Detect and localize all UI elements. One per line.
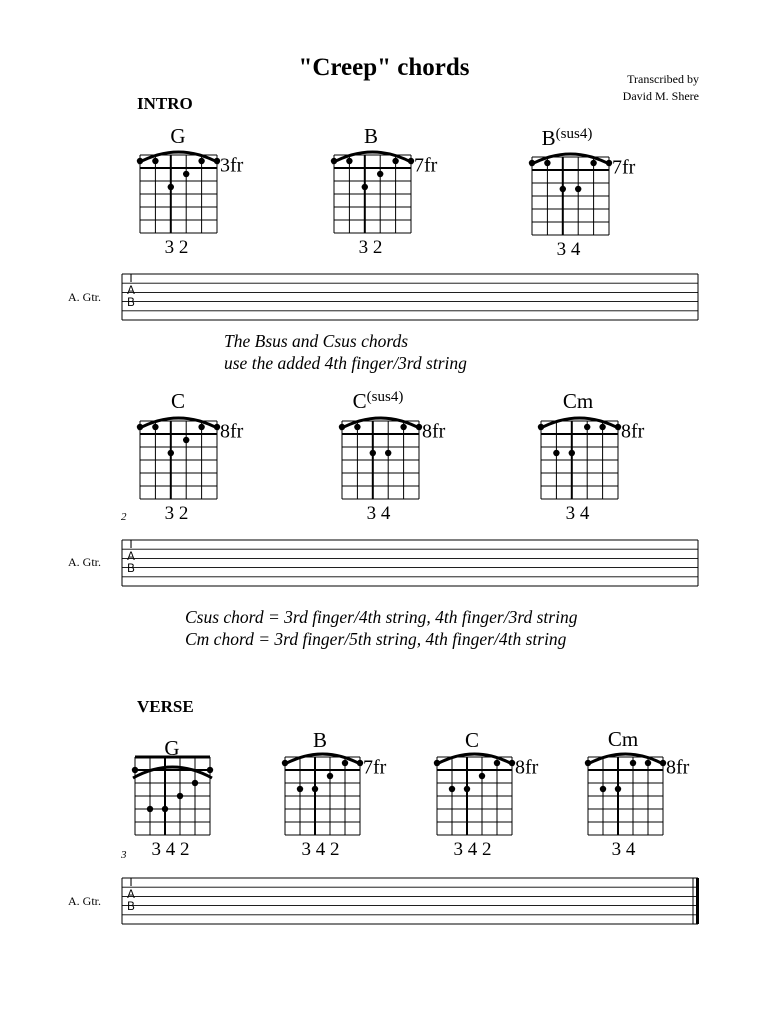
finger-dot [137, 158, 143, 164]
barre-arc [586, 754, 665, 765]
tab-staff [122, 539, 698, 586]
finger-dot [198, 424, 204, 430]
finger-dot [385, 450, 391, 456]
barre-arc [539, 418, 620, 429]
finger-dot [152, 424, 158, 430]
finger-dot [132, 767, 138, 773]
chord-diagram [538, 389, 645, 524]
finger-dot [553, 450, 559, 456]
finger-dot [147, 806, 153, 812]
tab-clef-letter: B [127, 901, 135, 913]
page-title: "Creep" chords [298, 54, 470, 81]
finger-dot [479, 773, 485, 779]
chord-name: $B^{(sus4)}$ [541, 125, 593, 150]
barre-arc [332, 152, 413, 163]
fret-label: 8fr [666, 756, 690, 779]
chord-name: Cm [562, 388, 594, 413]
barre-arc [340, 418, 421, 429]
finger-dot [645, 760, 651, 766]
finger-dot [529, 160, 535, 166]
finger-dot [494, 760, 500, 766]
finger-dot [400, 424, 406, 430]
note-line: Csus chord = 3rd finger/4th string, 4th finger/3rd string [185, 607, 578, 627]
fret-label: 7fr [414, 154, 438, 177]
finger-dot [538, 424, 544, 430]
finger-numbers: 3 4 [556, 239, 581, 260]
chord-diagram [137, 389, 244, 524]
finger-numbers: 3 4 [611, 839, 636, 860]
chord-name: B [363, 123, 379, 148]
finger-dot [168, 450, 174, 456]
finger-dot [346, 158, 352, 164]
fret-label: 8fr [515, 756, 539, 779]
fret-label: 8fr [621, 420, 645, 443]
finger-dot [575, 186, 581, 192]
finger-dot [297, 786, 303, 792]
finger-dot [544, 160, 550, 166]
chord-name: $C^{(sus4)}$ [352, 388, 404, 413]
finger-dot [615, 786, 621, 792]
chord-diagram [585, 727, 690, 860]
finger-numbers: 3 4 2 [151, 839, 190, 860]
barre-arc [138, 418, 219, 429]
chord-diagram [137, 124, 244, 258]
finger-dot [464, 786, 470, 792]
note-line: Cm chord = 3rd finger/5th string, 4th finger/4th string [185, 629, 567, 649]
finger-dot [392, 158, 398, 164]
fret-label: 3fr [220, 154, 244, 177]
fret-label: 8fr [422, 420, 446, 443]
fret-label: 7fr [612, 156, 636, 179]
finger-dot [198, 158, 204, 164]
tab-clef-letter: T [127, 877, 135, 889]
finger-numbers: 3 4 [366, 503, 391, 524]
finger-dot [152, 158, 158, 164]
finger-dot [377, 171, 383, 177]
tab-staff [122, 273, 698, 320]
finger-numbers: 3 4 [565, 503, 590, 524]
finger-dot [192, 780, 198, 786]
chord-suffix: (sus4) [366, 389, 404, 406]
chord-name: C [464, 727, 480, 752]
finger-dot [569, 450, 575, 456]
finger-dot [183, 437, 189, 443]
finger-dot [312, 786, 318, 792]
chord-suffix: (sus4) [555, 126, 593, 143]
finger-dot [560, 186, 566, 192]
finger-dot [599, 424, 605, 430]
barre-arc [133, 767, 212, 778]
finger-dot [449, 786, 455, 792]
tab-clef-letter: A [127, 285, 135, 297]
tab-clef-letter: T [127, 539, 135, 551]
fret-label: 8fr [220, 420, 244, 443]
measure-number: 3 [121, 849, 127, 861]
finger-dot [327, 773, 333, 779]
chord-name: B [312, 727, 328, 752]
barre-arc [283, 754, 362, 765]
finger-dot [370, 450, 376, 456]
finger-dot [137, 424, 143, 430]
measure-number: 2 [121, 511, 127, 523]
finger-dot [207, 767, 213, 773]
tab-staff [122, 877, 699, 924]
finger-dot [585, 760, 591, 766]
barre-arc [138, 152, 219, 163]
chord-diagram [434, 728, 539, 860]
section-intro: INTRO [137, 94, 193, 113]
finger-dot [168, 184, 174, 190]
tab-clef-letter: T [127, 273, 135, 285]
finger-numbers: 3 4 2 [301, 839, 340, 860]
instrument-label: A. Gtr. [68, 555, 101, 569]
credit-line-2: David M. Shere [622, 89, 699, 103]
chord-name: C [170, 388, 186, 413]
finger-numbers: 3 2 [358, 237, 383, 258]
final-barline [696, 878, 699, 924]
barre-arc [530, 154, 611, 165]
finger-dot [362, 184, 368, 190]
finger-dot [590, 160, 596, 166]
note-line: use the added 4th finger/3rd string [224, 353, 467, 373]
finger-dot [600, 786, 606, 792]
finger-dot [177, 793, 183, 799]
note-line: The Bsus and Csus chords [224, 331, 409, 351]
chord-diagram [529, 126, 636, 260]
instrument-label: A. Gtr. [68, 894, 101, 908]
finger-dot [162, 806, 168, 812]
tab-clef-letter: B [127, 563, 135, 575]
barre-arc [435, 754, 514, 765]
finger-dot [339, 424, 345, 430]
chord-diagram [282, 728, 387, 860]
finger-dot [331, 158, 337, 164]
finger-numbers: 3 2 [164, 237, 189, 258]
chord-diagram [132, 736, 213, 860]
finger-dot [354, 424, 360, 430]
credit-line-1: Transcribed by [627, 72, 699, 86]
finger-dot [630, 760, 636, 766]
tab-clef-letter: B [127, 297, 135, 309]
finger-dot [282, 760, 288, 766]
finger-dot [342, 760, 348, 766]
chord-name: Cm [607, 726, 639, 751]
finger-numbers: 3 4 2 [453, 839, 492, 860]
section-verse: VERSE [137, 697, 194, 716]
fret-label: 7fr [363, 756, 387, 779]
finger-dot [434, 760, 440, 766]
tab-clef-letter: A [127, 889, 135, 901]
finger-dot [183, 171, 189, 177]
chord-name: G [170, 123, 186, 148]
finger-dot [584, 424, 590, 430]
tab-clef-letter: A [127, 551, 135, 563]
finger-numbers: 3 2 [164, 503, 189, 524]
chord-diagram [339, 389, 446, 524]
instrument-label: A. Gtr. [68, 290, 101, 304]
chord-diagram [331, 124, 438, 258]
chord-name: G [164, 735, 180, 760]
